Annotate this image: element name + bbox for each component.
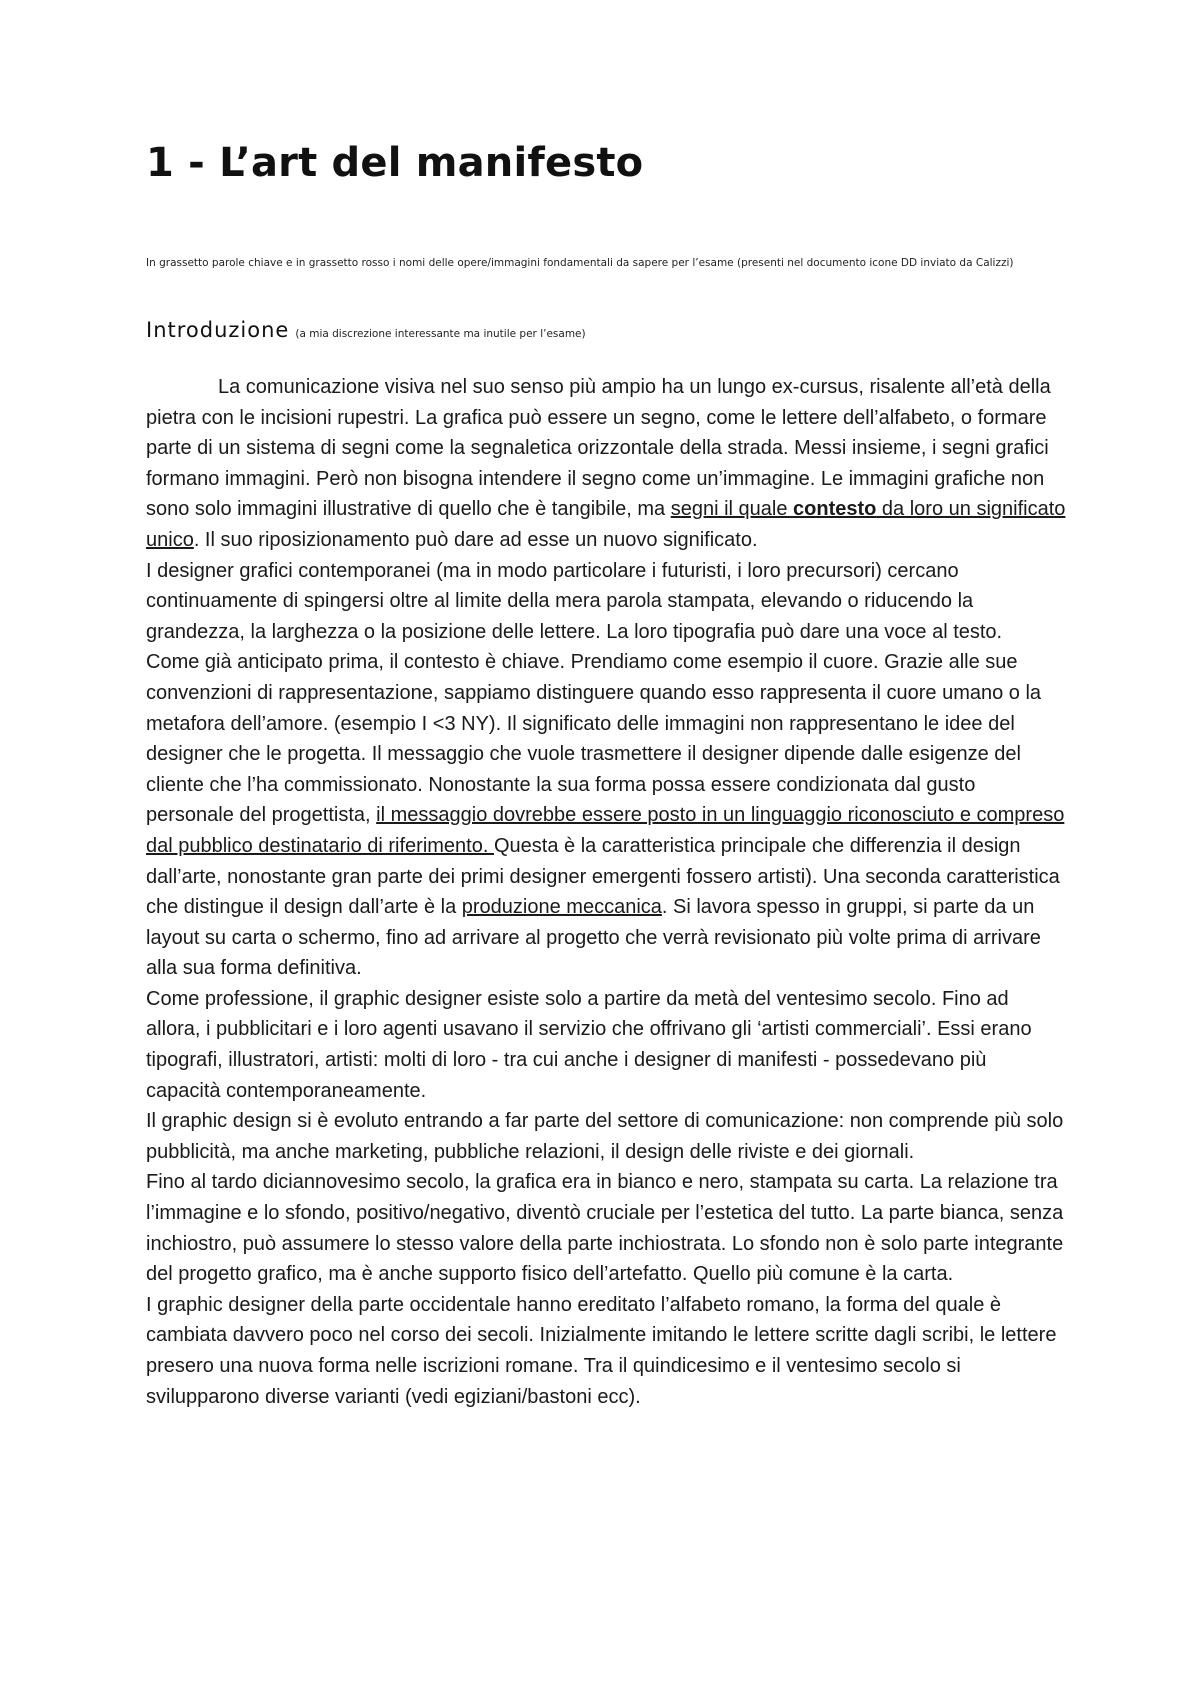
- legend-note: In grassetto parole chiave e in grassetto rosso i nomi delle opere/immagini fondamentali da sapere per l’esame (presenti nel documento icone DD inviato da Calizzi): [146, 257, 1014, 269]
- paragraph-4: Come professione, il graphic designer esiste solo a partire da metà del ventesimo secolo. Fino ad allora, i pubblicitari e i loro agenti usavano il servizio che offrivano gli ‘artisti commerciali’. Essi erano tipografi, illustratori, artisti: molti di loro - tra cui anche i designer di manifesti - possedevano più capacità contemporaneamente.: [146, 987, 1032, 1102]
- paragraph-text: La comunicazione visiva nel suo senso più ampio ha un lungo ex-cursus, risalente all’età della pietra con le incisioni rupestri. La grafica può essere un segno, come le lettere dell’alfabeto, o formare parte di un sistema di segni come la segnaletica orizzontale della strada. Messi insieme, i segni grafici formano immagini. Però non bisogna intendere il segno come un’immagine. Le immagini grafiche non sono solo immagini illustrative di quello che è tangibile, ma: [146, 376, 1051, 521]
- paragraph-2: I designer grafici contemporanei (ma in modo particolare i futuristi, i loro precursori) cercano continuamente di spingersi oltre al limite della mera parola stampata, elevando o riducendo la grandezza, la larghezza o la posizione delle lettere. La loro tipografia può dare una voce al testo.: [146, 559, 1003, 643]
- paragraph-text: Come già anticipato prima, il contesto è chiave. Prendiamo come esempio il cuore. Grazie alle sue convenzioni di rappresentazione, sappiamo distinguere quando esso rappresenta il cuore umano o la metafora dell’amore. (esempio I <3 NY). Il significato delle immagini non rappresentano le idee del designer che le progetta. Il messaggio che vuole trasmettere il designer dipende dalle esigenze del cliente che l’ha commissionato. Nonostante la sua forma possa essere condizionata dal gusto personale del progettista,: [146, 651, 1042, 827]
- paragraph-text: Questa è la caratteristica principale che differenzia il design dall’arte, nonostante gran parte dei primi designer emergenti fossero artisti). Una seconda caratteristica che distingue il design dall’arte è la: [146, 834, 1060, 919]
- section-heading-note: (a mia discrezione interessante ma inutile per l’esame): [295, 328, 586, 340]
- paragraph-6: Fino al tardo diciannovesimo secolo, la grafica era in bianco e nero, stampata su carta. La relazione tra l’immagine e lo sfondo, positivo/negativo, diventò cruciale per l’estetica del tutto. La parte bianca, senza inchiostro, può assumere lo stesso valore della parte inchiostrata. Lo sfondo non è solo parte integrante del progetto grafico, ma è anche supporto fisico dell’artefatto. Quello più comune è la carta.: [146, 1171, 1064, 1286]
- paragraph-text: . Si lavora spesso in gruppi, si parte da un layout su carta o schermo, fino ad arrivare al progetto che verrà revisionato più volte prima di arrivare alla sua forma definitiva.: [146, 896, 1041, 980]
- section-heading-text: Introduzione: [146, 318, 290, 342]
- underlined-text: produzione meccanica: [461, 896, 662, 919]
- underlined-text: segni il quale: [670, 498, 794, 521]
- underlined-text: da loro un significato unico: [146, 498, 1066, 551]
- paragraph-3: [146, 647, 1066, 984]
- bold-keyword: contesto: [793, 498, 877, 521]
- paragraph-5: Il graphic design si è evoluto entrando a far parte del settore di comunicazione: non comprende più solo pubblicità, ma anche marketing, pubbliche relazioni, il design delle riviste e dei giornali.: [146, 1110, 1064, 1163]
- page-title: 1 - L’art del manifesto: [146, 140, 644, 186]
- paragraph-7: I graphic designer della parte occidentale hanno ereditato l’alfabeto romano, la forma del quale è cambiata davvero poco nel corso dei secoli. Inizialmente imitando le lettere scritte dagli scribi, le lettere presero una nuova forma nelle iscrizioni romane. Tra il quindicesimo e il ventesimo secolo si svilupparono diverse varianti (vedi egiziani/bastoni ecc).: [146, 1293, 1057, 1408]
- paragraph-text: . Il suo riposizionamento può dare ad esse un nuovo significato.: [193, 528, 758, 551]
- paragraph-1: [146, 372, 1066, 556]
- underlined-text: il messaggio dovrebbe essere posto in un linguaggio riconosciuto e compreso dal pubblico destinatario di riferimento.: [146, 804, 1065, 857]
- body-text: [146, 372, 1066, 1412]
- section-heading-introduzione: [146, 318, 586, 342]
